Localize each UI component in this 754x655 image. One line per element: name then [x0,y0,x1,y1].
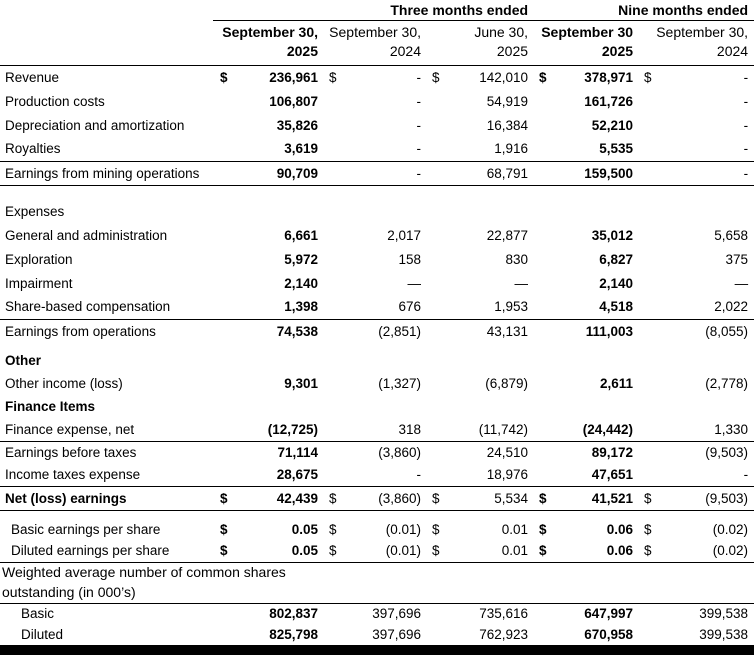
value-cell: 397,696 [372,606,421,622]
table-row [0,185,754,199]
value-cell: 47,651 [554,464,637,486]
value-cell: 5,972 [284,251,318,267]
value-cell: 762,923 [479,627,529,642]
dollar-sign [213,624,235,645]
dollar-sign [322,113,344,137]
dollar-sign [425,603,447,624]
dollar-sign [425,137,447,161]
dollar-sign [322,89,344,113]
value-cell: 5,534 [447,486,532,510]
value-cell: 158 [398,251,421,267]
value-cell: - [416,93,421,109]
value-cell: 0.06 [554,540,637,562]
value-cell: - [743,69,749,85]
value-cell: 802,837 [269,606,318,622]
dollar-sign [532,113,554,137]
value-cell: 161,726 [584,93,634,109]
value-cell: 159,500 [554,161,637,185]
dollar-sign [532,624,554,645]
corner-blank-cell [0,0,213,20]
row-label-column-header [0,20,213,65]
table-row [0,464,754,486]
value-cell: 16,384 [486,117,529,133]
dollar-sign: $ [322,540,344,562]
dollar-sign [425,113,447,137]
value-cell: — [734,275,749,291]
row-label: Net (loss) earnings [0,486,213,510]
three-months-ended-header: Three months ended [213,0,532,20]
value-cell: 399,538 [699,606,749,622]
column-header: September 30 2025 [532,20,637,65]
table-row [0,581,754,603]
value-cell: 52,210 [591,117,634,133]
table-row [0,89,754,113]
row-label: Finance expense, net [0,418,213,441]
value-cell: 318 [344,418,425,441]
dollar-sign: $ [432,521,440,537]
section-label: Finance Items [5,399,96,414]
row-label: Revenue [5,69,60,85]
dollar-sign [532,603,554,624]
value-cell: 6,827 [599,251,634,267]
value-cell: 24,510 [486,445,529,461]
dollar-sign: $ [532,486,554,510]
dollar-sign [322,137,344,161]
dollar-sign [637,161,659,185]
dollar-sign [425,464,447,486]
dollar-sign [532,137,554,161]
value-cell: 0.05 [235,540,322,562]
value-cell: - [344,161,425,185]
table-row [0,510,754,518]
table-row [0,624,754,645]
table-row [0,441,754,464]
value-cell: - [416,69,421,85]
dollar-sign [322,247,344,271]
dollar-sign [213,223,235,247]
row-label: Earnings from operations [5,323,156,339]
value-cell: 375 [725,251,749,267]
dollar-sign [213,161,235,185]
value-cell: — [407,275,421,291]
value-cell: 1,916 [447,137,532,161]
value-cell: - [743,117,749,133]
value-cell: (0.02) [712,521,749,537]
value-cell: (1,327) [378,376,421,391]
column-header: June 30, 2025 [425,20,532,65]
note-label: Weighted average number of common shares [2,563,286,580]
dollar-sign [322,464,344,486]
value-cell: 90,709 [235,161,322,185]
value-cell: (2,851) [378,323,421,339]
table-bottom-rule [0,645,754,655]
dollar-sign [425,271,447,295]
note-label: outstanding (in 000’s) [0,581,754,603]
dollar-sign [637,372,659,395]
dollar-sign: $ [644,69,652,85]
value-cell: 18,976 [447,464,532,486]
value-cell: 0.01 [447,540,532,562]
dollar-sign [213,89,235,113]
table-row [0,486,754,510]
spacer-row [0,510,754,518]
dollar-sign [322,161,344,185]
value-cell: (6,879) [485,376,529,391]
dollar-sign [532,319,554,343]
value-cell: 3,619 [235,137,322,161]
column-date-header-row [0,20,754,65]
dollar-sign [213,271,235,295]
value-cell: 0.06 [606,521,634,537]
row-label: Exploration [5,251,73,267]
dollar-sign: $ [432,69,440,85]
dollar-sign: $ [213,540,235,562]
table-row [0,199,754,223]
table-row [0,603,754,624]
dollar-sign [322,603,344,624]
dollar-sign: $ [322,486,344,510]
value-cell: 378,971 [584,69,634,85]
dollar-sign [322,319,344,343]
dollar-sign: $ [532,540,554,562]
value-cell: 1,398 [235,295,322,319]
dollar-sign [637,89,659,113]
dollar-sign [322,418,344,441]
row-label: Diluted [21,627,64,642]
value-cell: 830 [505,251,529,267]
table-row [0,65,754,89]
dollar-sign [213,418,235,441]
value-cell: - [344,137,425,161]
dollar-sign [322,271,344,295]
dollar-sign [532,372,554,395]
row-label: Other income (loss) [5,376,123,391]
section-label: Expenses [5,203,65,219]
table-row [0,113,754,137]
value-cell: 28,675 [235,464,322,486]
table-row [0,418,754,441]
dollar-sign [322,441,344,464]
value-cell: (0.01) [344,540,425,562]
table-row [0,161,754,185]
value-cell: 1,330 [659,418,754,441]
value-cell: (2,778) [705,376,749,391]
dollar-sign [637,319,659,343]
value-cell: 43,131 [486,323,529,339]
period-group-header-row [0,0,754,20]
dollar-sign: $ [425,540,447,562]
dollar-sign [637,418,659,441]
nine-months-ended-header: Nine months ended [532,0,754,20]
dollar-sign [532,89,554,113]
value-cell: 2,022 [659,295,754,319]
dollar-sign [637,441,659,464]
column-header: September 30, 2024 [322,20,425,65]
dollar-sign [637,223,659,247]
dollar-sign [637,603,659,624]
value-cell: 397,696 [372,627,421,642]
dollar-sign [322,295,344,319]
value-cell: 42,439 [235,486,322,510]
table-row [0,223,754,247]
value-cell: 2,140 [284,275,318,291]
row-label: Earnings before taxes [5,445,137,461]
dollar-sign [425,161,447,185]
row-label: Basic earnings per share [11,521,161,537]
value-cell: 106,807 [269,93,318,109]
dollar-sign [213,441,235,464]
dollar-sign [425,89,447,113]
table-row [0,271,754,295]
section-label: Other [5,353,42,368]
dollar-sign: $ [213,486,235,510]
value-cell: 5,535 [554,137,637,161]
value-cell: 676 [344,295,425,319]
value-cell: 9,301 [284,376,318,391]
column-header: September 30, 2025 [213,20,322,65]
dollar-sign [532,247,554,271]
spacer-row [0,185,754,199]
value-cell: 54,919 [486,93,529,109]
dollar-sign [532,223,554,247]
value-cell: 825,798 [269,627,318,642]
value-cell: 71,114 [277,445,318,461]
dollar-sign [637,624,659,645]
row-label: Share-based compensation [0,295,213,319]
value-cell: (24,442) [554,418,637,441]
row-label: Diluted earnings per share [0,540,213,562]
dollar-sign [532,441,554,464]
dollar-sign [532,271,554,295]
value-cell: - [416,117,421,133]
dollar-sign [425,372,447,395]
dollar-sign [322,624,344,645]
value-cell: 2,611 [599,376,634,391]
table-row [0,137,754,161]
value-cell: (11,742) [447,418,532,441]
dollar-sign [322,372,344,395]
value-cell: 68,791 [447,161,532,185]
dollar-sign [425,247,447,271]
value-cell: - [344,464,425,486]
dollar-sign [213,319,235,343]
row-label: Earnings from mining operations [0,161,213,185]
table-row [0,319,754,343]
dollar-sign [425,223,447,247]
dollar-sign [532,295,554,319]
row-label: Basic [21,606,55,622]
dollar-sign [425,295,447,319]
value-cell: (3,860) [378,445,421,461]
dollar-sign [637,295,659,319]
dollar-sign: $ [637,540,659,562]
value-cell: 2,017 [387,227,421,243]
dollar-sign [532,418,554,441]
row-label: Production costs [5,93,105,109]
value-cell: (9,503) [659,486,754,510]
dollar-sign [637,271,659,295]
value-cell: (12,725) [235,418,322,441]
dollar-sign [213,295,235,319]
value-cell: 41,521 [554,486,637,510]
value-cell: — [514,275,529,291]
row-label: General and administration [5,227,168,243]
value-cell: (0.02) [659,540,754,562]
row-label: Depreciation and amortization [5,117,185,133]
dollar-sign: $ [220,521,228,537]
value-cell: (0.01) [385,521,421,537]
table-row [0,247,754,271]
value-cell: 5,658 [714,227,749,243]
dollar-sign [425,418,447,441]
value-cell: 1,953 [447,295,532,319]
value-cell: - [659,137,754,161]
value-cell: 4,518 [554,295,637,319]
dollar-sign [425,441,447,464]
value-cell: 0.01 [501,521,529,537]
value-cell: 0.05 [291,521,318,537]
value-cell: 22,877 [486,227,529,243]
value-cell: - [659,464,754,486]
dollar-sign [213,247,235,271]
dollar-sign: $ [329,521,337,537]
dollar-sign [213,464,235,486]
dollar-sign: $ [329,69,337,85]
dollar-sign [213,603,235,624]
dollar-sign [637,113,659,137]
value-cell: 2,140 [599,275,634,291]
row-label: Income taxes expense [0,464,213,486]
dollar-sign [322,223,344,247]
dollar-sign [213,137,235,161]
dollar-sign [425,624,447,645]
value-cell: 236,961 [269,69,318,85]
value-cell: 74,538 [276,323,318,339]
table-row [0,372,754,395]
table-row [0,349,754,372]
dollar-sign [532,161,554,185]
value-cell: 35,012 [591,227,634,243]
value-cell: 735,616 [479,606,529,622]
table-row [0,518,754,540]
row-label: Royalties [0,137,213,161]
value-cell: 399,538 [699,627,749,642]
value-cell: (3,860) [344,486,425,510]
dollar-sign [637,464,659,486]
dollar-sign [213,372,235,395]
value-cell: 6,661 [284,227,318,243]
value-cell: 89,172 [591,445,634,461]
table-row [0,395,754,418]
dollar-sign: $ [644,521,652,537]
value-cell: (9,503) [705,445,749,461]
value-cell: 35,826 [276,117,318,133]
dollar-sign: $ [220,69,228,85]
dollar-sign [532,464,554,486]
dollar-sign: $ [637,486,659,510]
value-cell: - [659,161,754,185]
value-cell: (8,055) [705,323,749,339]
dollar-sign: $ [425,486,447,510]
column-header: September 30, 2024 [637,20,754,65]
dollar-sign: $ [539,69,547,85]
value-cell: 647,997 [584,606,634,622]
table-row [0,562,754,581]
table-row [0,540,754,562]
dollar-sign [213,113,235,137]
dollar-sign [637,137,659,161]
value-cell: - [743,93,749,109]
dollar-sign [425,319,447,343]
value-cell: 670,958 [584,627,634,642]
row-label: Impairment [5,275,73,291]
value-cell: 142,010 [479,69,529,85]
value-cell: 111,003 [585,323,634,339]
dollar-sign [637,247,659,271]
dollar-sign: $ [539,521,547,537]
table-row [0,295,754,319]
